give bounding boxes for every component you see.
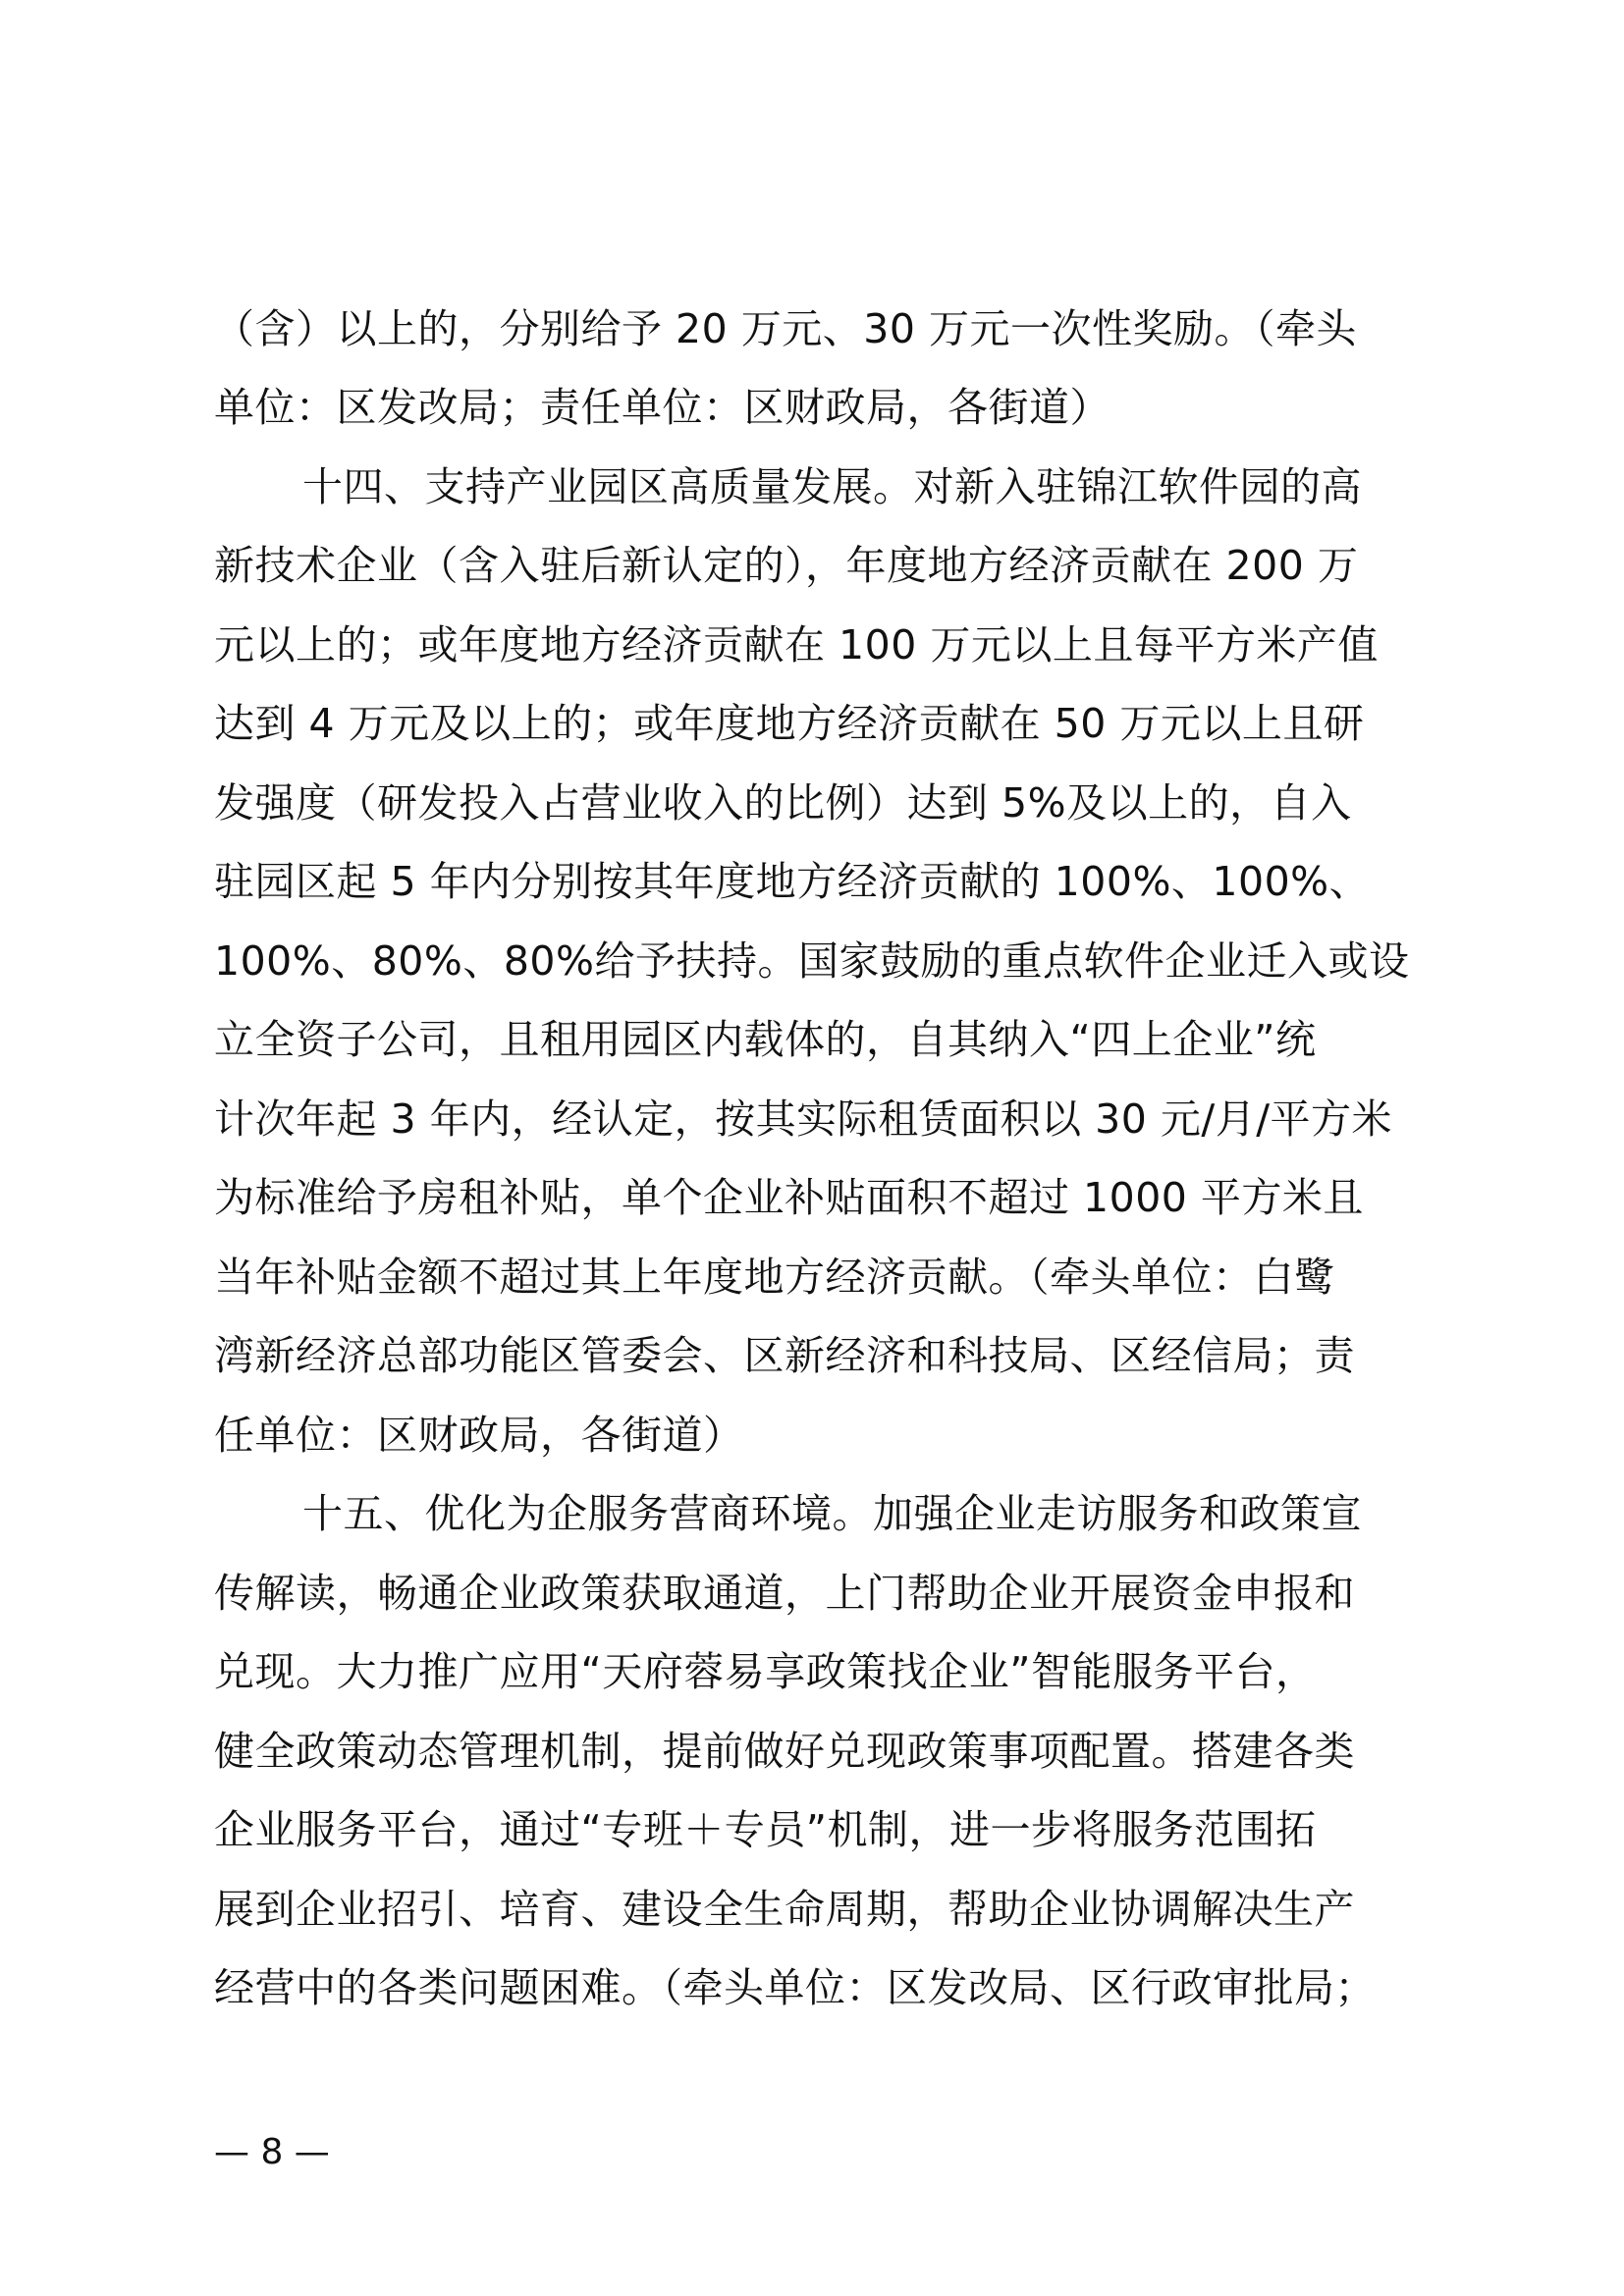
text-line: 湾新经济总部功能区管委会、区新经济和科技局、区经信局；责 xyxy=(214,1332,1355,1379)
text-line: 元以上的；或年度地方经济贡献在 100 万元以上且每平方米产值 xyxy=(214,621,1379,668)
text-line: 经营中的各类问题困难。（牵头单位：区发改局、区行政审批局； xyxy=(214,1964,1376,2011)
text-line: 任单位：区财政局，各街道） xyxy=(214,1412,744,1459)
text-line: 展到企业招引、培育、建设全生命周期，帮助企业协调解决生产 xyxy=(214,1886,1355,1933)
text-line: 达到 4 万元及以上的；或年度地方经济贡献在 50 万元以上且研 xyxy=(214,700,1365,747)
text-line: 为标准给予房租补贴，单个企业补贴面积不超过 1000 平方米且 xyxy=(214,1174,1364,1221)
text-line: 计次年起 3 年内，经认定，按其实际租赁面积以 30 元/月/平方米 xyxy=(214,1095,1393,1143)
text-line: 健全政策动态管理机制，提前做好兑现政策事项配置。搭建各类 xyxy=(214,1728,1355,1775)
text-line: 兑现。大力推广应用“天府蓉易享政策找企业”智能服务平台， xyxy=(214,1648,1317,1695)
text-line: 立全资子公司，且租用园区内载体的，自其纳入“四上企业”统 xyxy=(214,1016,1317,1063)
text-line: 100%、80%、80%给予扶持。国家鼓励的重点软件企业迁入或设 xyxy=(214,937,1410,985)
text-line: 驻园区起 5 年内分别按其年度地方经济贡献的 100%、100%、 xyxy=(214,858,1371,905)
text-line: 发强度（研发投入占营业收入的比例）达到 5%及以上的，自入 xyxy=(214,779,1352,827)
text-line: 当年补贴金额不超过其上年度地方经济贡献。（牵头单位：白鹭 xyxy=(214,1254,1335,1301)
section-heading-line: 十五、优化为企服务营商环境。加强企业走访服务和政策宣 xyxy=(302,1490,1362,1537)
text-line: 传解读，畅通企业政策获取通道，上门帮助企业开展资金申报和 xyxy=(214,1570,1355,1617)
text-line: 企业服务平台，通过“专班＋专员”机制，进一步将服务范围拓 xyxy=(214,1806,1317,1853)
text-line: 单位：区发改局；责任单位：区财政局，各街道） xyxy=(214,384,1110,431)
section-heading-line: 十四、支持产业园区高质量发展。对新入驻锦江软件园的高 xyxy=(302,463,1362,510)
page-number: — 8 — xyxy=(214,2132,330,2172)
text-line: （含）以上的，分别给予 20 万元、30 万元一次性奖励。（牵头 xyxy=(214,305,1357,352)
text-line: 新技术企业（含入驻后新认定的），年度地方经济贡献在 200 万 xyxy=(214,542,1359,589)
